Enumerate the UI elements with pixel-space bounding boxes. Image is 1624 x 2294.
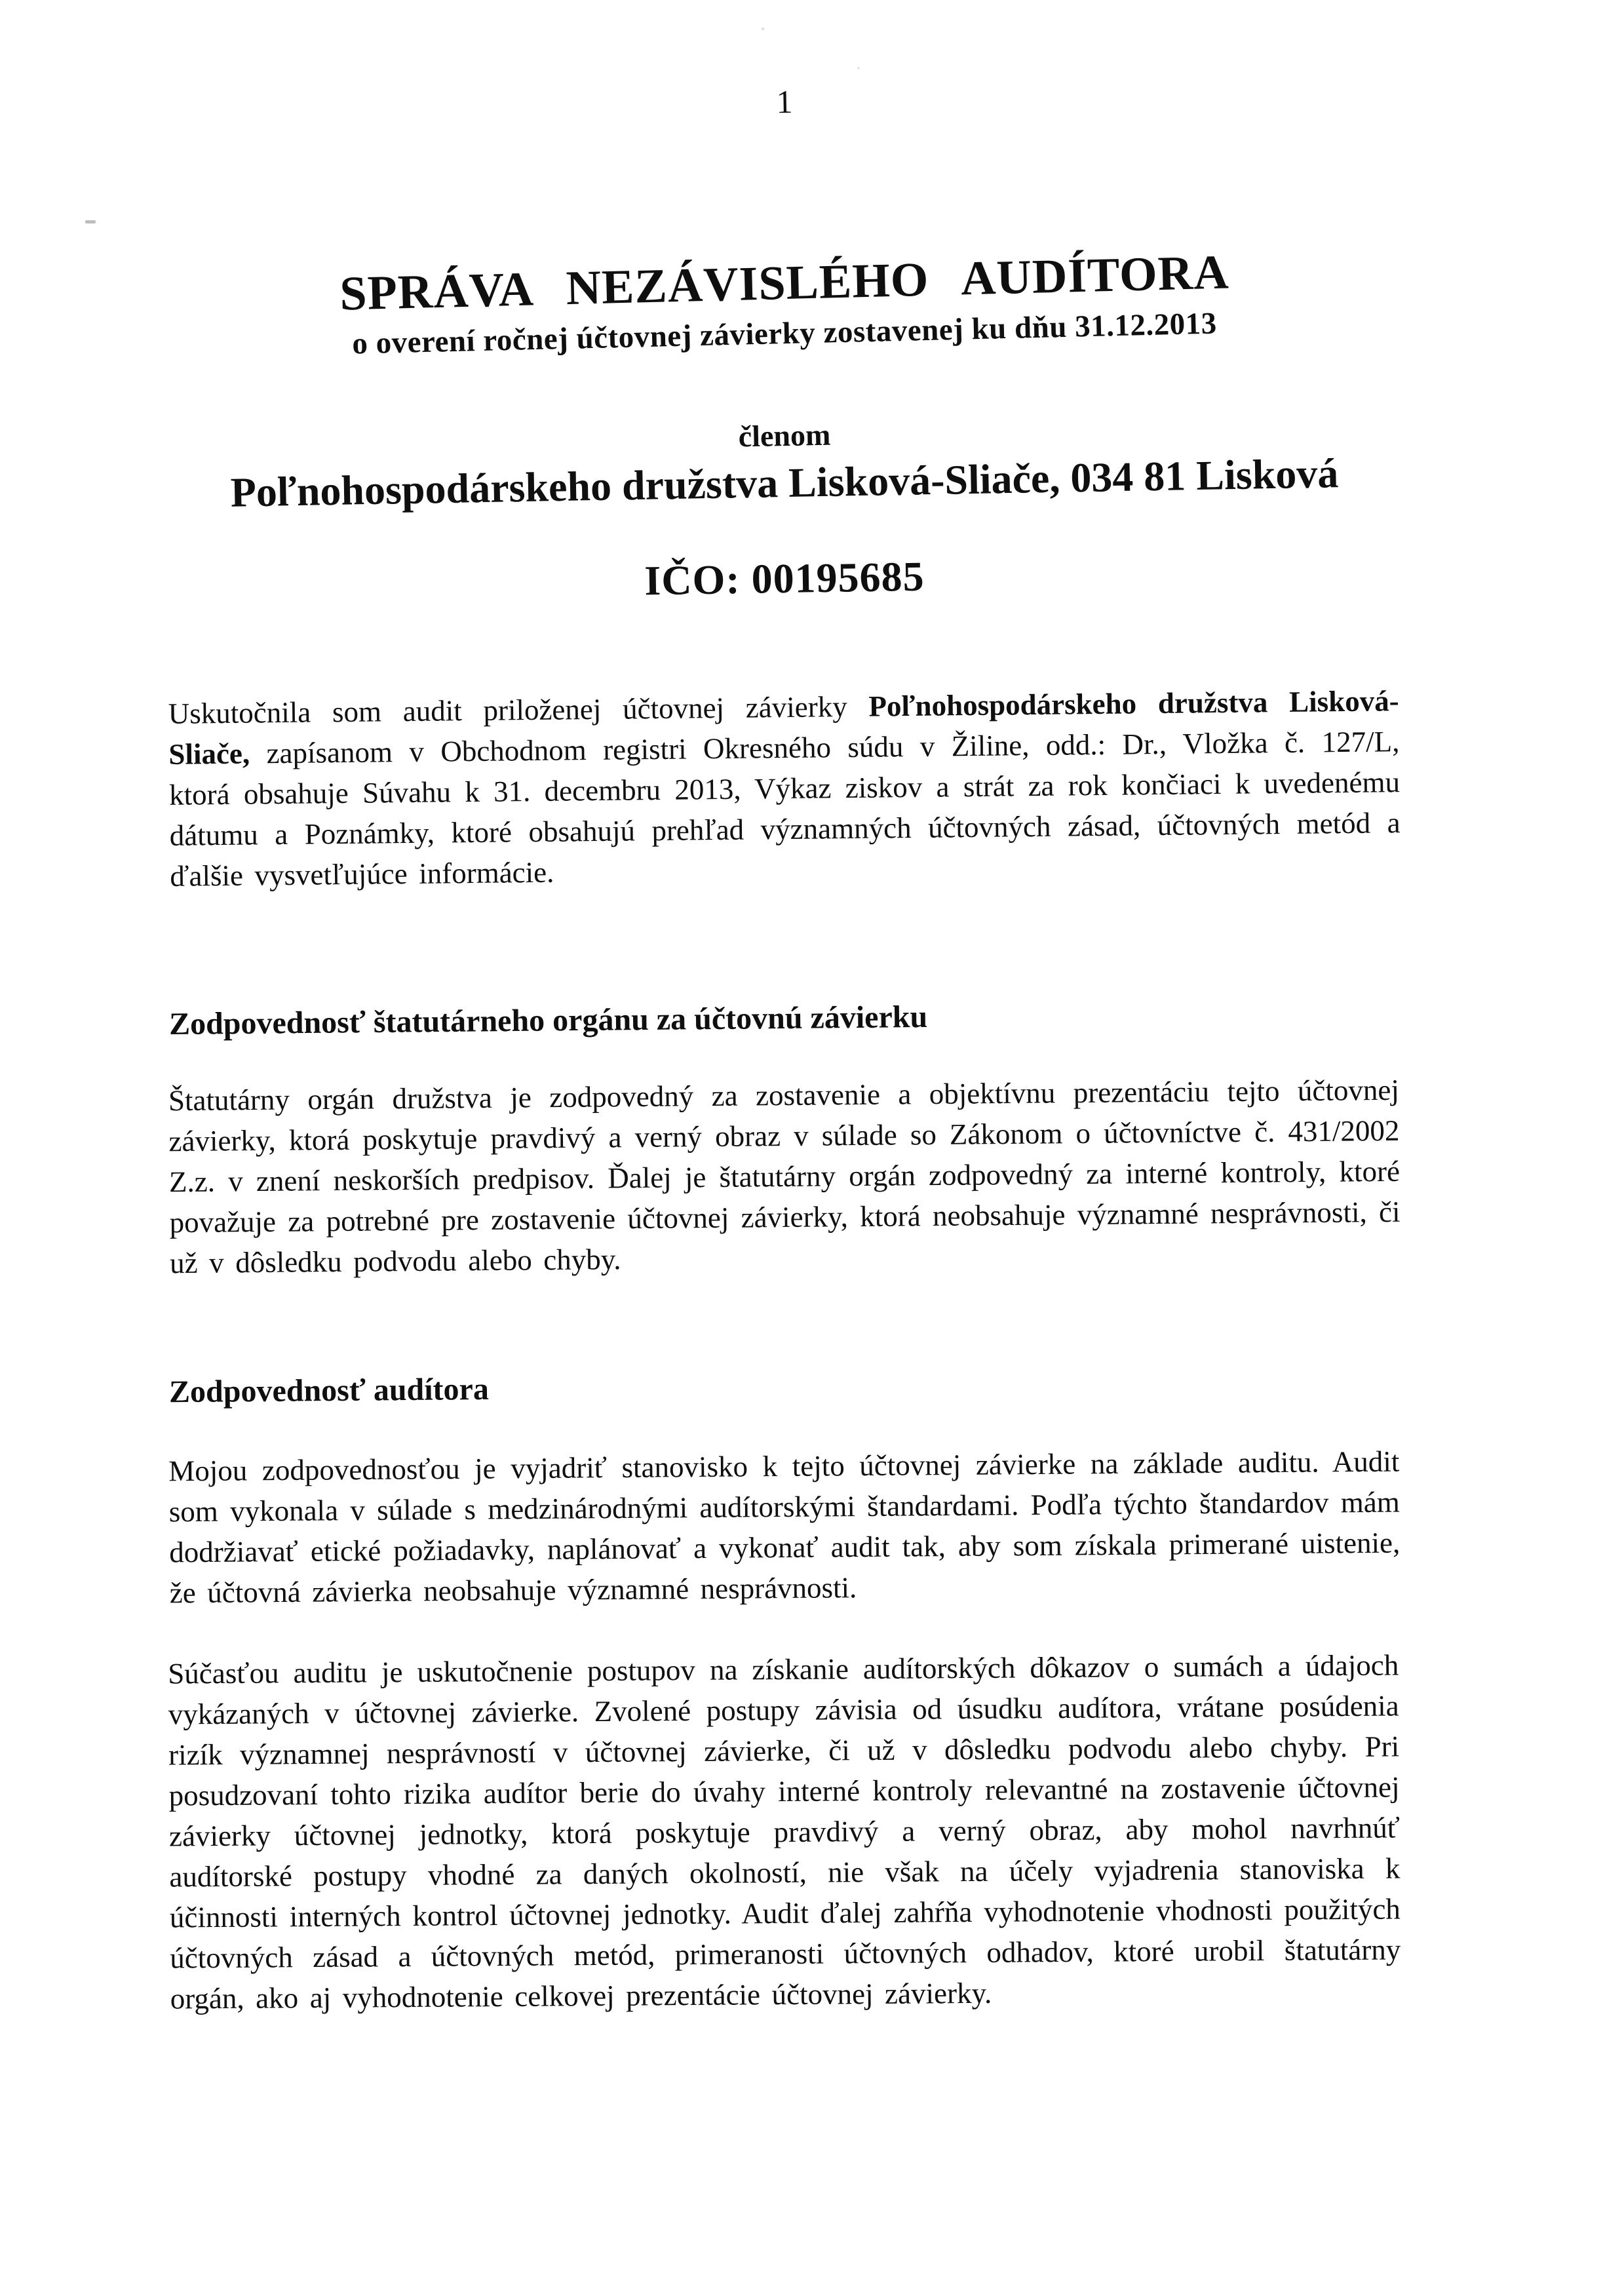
intro-text-after: zapísanom v Obchodnom registri Okresného súdu v Žiline, odd.: Dr., Vložka č. 127/L, ktorá obsahuje Súvahu k 31. decembru 2013, Výkaz ziskov a strát za rok končiaci k uvedenému dátumu a Poznámky, ktoré obsahujú prehľad významných účtovných zásad, účtovných metód a ďalšie vysvetľujúce informácie. xyxy=(168,725,1401,893)
report-subtitle: o overení ročnej účtovnej závierky zostavenej ku dňu 31.12.2013 xyxy=(351,306,1218,361)
scan-artifact-dash xyxy=(85,220,96,224)
report-title: SPRÁVA NEZÁVISLÉHO AUDÍTORA xyxy=(339,245,1230,321)
auditor-responsibility-paragraph-2: Súčasťou auditu je uskutočnenie postupov na získanie audítorských dôkazov o sumách a údajoch vykázaných v účtovnej závierke. Zvolené postupy závisia od úsudku audítora, vrátane posúdenia rizík významnej nesprávností v účtovnej závierke, či už v dôsledku podvodu alebo chyby. Pri posudzovaní tohto rizika audítor berie do úvahy interné kontroly relevantné na zostavenie účtovnej závierky účtovnej jednotky, ktorá poskytuje pravdivý a verný obraz, aby mohol navrhnúť audítorské postupy vhodné za daných okolností, nie však na účely vyjadrenia stanoviska k účinnosti interných kontrol účtovnej jednotky. Audit ďalej zahŕňa vyhodnotenie vhodnosti použitých účtovných zásad a účtovných metód, primeranosti účtovných odhadov, ktoré urobil štatutárny orgán, ako aj vyhodnotenie celkovej prezentácie účtovnej závierky. xyxy=(168,1648,1401,2015)
section-heading-statutory-responsibility: Zodpovednosť štatutárneho orgánu za účtovnú závierku xyxy=(168,999,928,1042)
statutory-responsibility-paragraph: Štatutárny orgán družstva je zodpovedný za zostavenie a objektívnu prezentáciu tejto účtovnej závierky, ktorá poskytuje pravdivý a verný obraz v súlade so Zákonom o účtovníctve č. 431/2002 Z.z. v znení neskorších predpisov. Ďalej je štatutárny orgán zodpovedný za interné kontroly, ktoré považuje za potrebné pre zostavenie účtovnej závierky, ktorá neobsahuje významné nesprávnosti, či už v dôsledku podvodu alebo chyby. xyxy=(168,1073,1401,1280)
company-registration-id: IČO: 00195685 xyxy=(644,553,925,604)
intro-paragraph xyxy=(168,680,1401,897)
intro-company-bold: Poľnohospodárskeho družstva Lisková-Sliače, xyxy=(168,684,1399,771)
auditor-responsibility-paragraph-1: Mojou zodpovednosťou je vyjadriť stanovisko k tejto účtovnej závierke na základe auditu. Audit som vykonala v súlade s medzinárodnými audítorskými štandardami. Podľa týchto štandardov mám dodržiavať etické požiadavky, naplánovať a vykonať audit tak, aby som získala primerané uistenie, že účtovná závierka neobsahuje významné nesprávnosti. xyxy=(168,1445,1401,1610)
page-number: 1 xyxy=(776,83,793,121)
section-heading-auditor-responsibility: Zodpovednosť audítora xyxy=(168,1371,490,1410)
intro-text-before: Uskutočnila som audit priloženej účtovnej závierky xyxy=(168,690,869,730)
member-label: členom xyxy=(738,418,831,454)
scan-artifact-dot xyxy=(857,67,860,69)
scan-artifact-dot xyxy=(762,28,764,30)
company-name: Poľnohospodárskeho družstva Lisková-Sliače, 034 81 Lisková xyxy=(230,450,1339,516)
